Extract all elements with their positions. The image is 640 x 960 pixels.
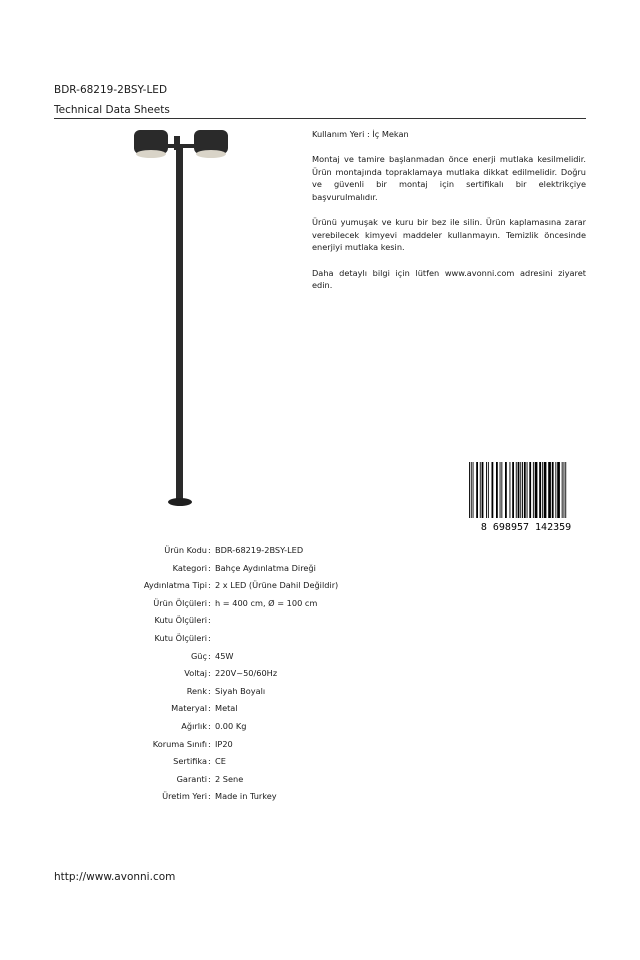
spec-label: Ürün Kodu xyxy=(164,545,207,555)
barcode-bar xyxy=(469,462,470,518)
spec-label: Voltaj xyxy=(184,668,207,679)
spec-separator: : xyxy=(208,721,211,731)
spec-row xyxy=(0,631,640,645)
spec-separator: : xyxy=(208,580,211,591)
spec-value: Metal xyxy=(215,703,238,714)
barcode-bar xyxy=(492,462,494,518)
spec-row xyxy=(0,719,640,733)
usage-info xyxy=(312,128,586,304)
spec-label: Koruma Sınıfı xyxy=(152,738,207,749)
barcode-bar xyxy=(518,462,520,518)
barcode-bar xyxy=(562,462,563,518)
barcode-bar xyxy=(482,462,484,518)
spec-value: Bahçe Aydınlatma Direği xyxy=(215,562,316,573)
document-subtitle: Technical Data Sheets xyxy=(54,104,170,116)
spec-row xyxy=(0,543,640,557)
barcode-bar xyxy=(539,462,541,518)
spec-separator: : xyxy=(208,650,211,661)
spec-value: 2 Sene xyxy=(215,773,244,784)
barcode-bar xyxy=(496,462,498,518)
spec-row xyxy=(0,561,640,575)
spec-value: h = 400 cm, Ø = 100 cm xyxy=(215,597,318,608)
barcode-bar xyxy=(544,462,547,518)
spec-row xyxy=(0,737,640,751)
spec-label: Güç xyxy=(190,650,207,661)
barcode-bar xyxy=(486,462,487,518)
header-divider xyxy=(54,118,586,119)
barcode-bar xyxy=(501,462,502,518)
spec-label: Renk xyxy=(186,685,207,696)
spec-separator: : xyxy=(208,597,211,608)
barcode-bar xyxy=(533,462,534,518)
spec-separator: : xyxy=(208,668,211,679)
spec-separator: : xyxy=(208,615,211,626)
barcode-bar xyxy=(529,462,531,518)
barcode-bar xyxy=(555,462,556,518)
spec-row xyxy=(0,701,640,715)
spec-value: 45W xyxy=(215,650,234,661)
spec-label: Kutu Ölçüleri xyxy=(154,633,207,643)
barcode-bar xyxy=(548,462,551,518)
spec-row xyxy=(0,789,640,803)
spec-label: Üretim Yeri xyxy=(162,791,207,802)
barcode-bar xyxy=(527,462,528,518)
spec-row xyxy=(0,578,640,592)
spec-row xyxy=(0,613,640,627)
spec-label: Ürün Ölçüleri xyxy=(153,597,207,608)
barcode-bar xyxy=(471,462,472,518)
spec-separator: : xyxy=(208,545,211,555)
spec-label: Aydınlatma Tipi xyxy=(143,580,207,591)
spec-label: Ağırlık xyxy=(181,721,207,731)
barcode-bar xyxy=(564,462,565,518)
barcode-bar xyxy=(535,462,538,518)
spec-value: Made in Turkey xyxy=(215,791,277,802)
barcode-bar xyxy=(524,462,526,518)
barcode-bar xyxy=(516,462,517,518)
spec-label: Garanti xyxy=(176,773,207,784)
spec-label: Kutu Ölçüleri xyxy=(154,615,207,626)
spec-row xyxy=(0,596,640,610)
barcode-bar xyxy=(557,462,560,518)
spec-label: Sertifika xyxy=(173,756,207,767)
barcode-bar xyxy=(505,462,507,518)
spec-label: Kategori xyxy=(172,562,207,573)
spec-row xyxy=(0,772,640,786)
spec-separator: : xyxy=(208,685,211,696)
document-header xyxy=(54,83,586,117)
barcode-bar xyxy=(480,462,481,518)
barcode-bar xyxy=(473,462,474,518)
product-code-title: BDR-68219-2BSY-LED xyxy=(54,84,168,96)
barcode-bar xyxy=(488,462,489,518)
barcode-digits: 8 698957 142359 xyxy=(480,522,572,532)
usage-location: Kullanım Yeri : İç Mekan xyxy=(312,129,409,139)
spec-value: BDR-68219-2BSY-LED xyxy=(215,545,304,555)
barcode-bar xyxy=(552,462,554,518)
cleaning-instructions: Ürünü yumuşak ve kuru bir bez ile silin. Ürün kaplamasına zarar verebilecek kimyevi maddeler kullanmayın. Temizlik öncesinde enerjiyi mutlaka kesin. xyxy=(312,217,586,253)
footer-url: http://www.avonni.com xyxy=(54,871,176,883)
spec-value: 2 x LED (Ürüne Dahil Değildir) xyxy=(215,580,339,591)
barcode-bar xyxy=(510,462,511,518)
spec-row xyxy=(0,684,640,698)
barcode-bar xyxy=(522,462,523,518)
spec-value: 220V~50/60Hz xyxy=(215,668,278,679)
product-image-pole-lamp xyxy=(120,124,240,514)
spec-label: Materyal xyxy=(171,703,207,714)
barcode-bar xyxy=(520,462,521,518)
spec-separator: : xyxy=(208,773,211,784)
spec-separator: : xyxy=(208,738,211,749)
spec-value: 0.00 Kg xyxy=(215,721,247,731)
barcode-bar xyxy=(476,462,478,518)
installation-warning: Montaj ve tamire başlanmadan önce enerji mutlaka kesilmelidir. Ürün montajında topraklamaya mutlaka dikkat edilmelidir. Doğru ve güvenli bir montaj için sertifikalı bir elektrikçiye başvurulmalıdır. xyxy=(312,154,586,202)
spec-separator: : xyxy=(208,562,211,573)
spec-row xyxy=(0,649,640,663)
barcode-bar xyxy=(565,462,566,518)
spec-value: IP20 xyxy=(215,738,233,749)
spec-row xyxy=(0,666,640,680)
more-info-note: Daha detaylı bilgi için lütfen www.avonni.com adresini ziyaret edin. xyxy=(312,267,586,291)
spec-separator: : xyxy=(208,791,211,802)
spec-value: CE xyxy=(215,756,226,767)
barcode xyxy=(467,460,585,532)
barcode-bar xyxy=(512,462,514,518)
barcode-bar xyxy=(542,462,543,518)
barcode-bar xyxy=(500,462,501,518)
spec-row xyxy=(0,754,640,768)
spec-separator: : xyxy=(208,703,211,714)
spec-separator: : xyxy=(208,633,211,643)
spec-value: Siyah Boyalı xyxy=(215,685,266,696)
spec-separator: : xyxy=(208,756,211,767)
